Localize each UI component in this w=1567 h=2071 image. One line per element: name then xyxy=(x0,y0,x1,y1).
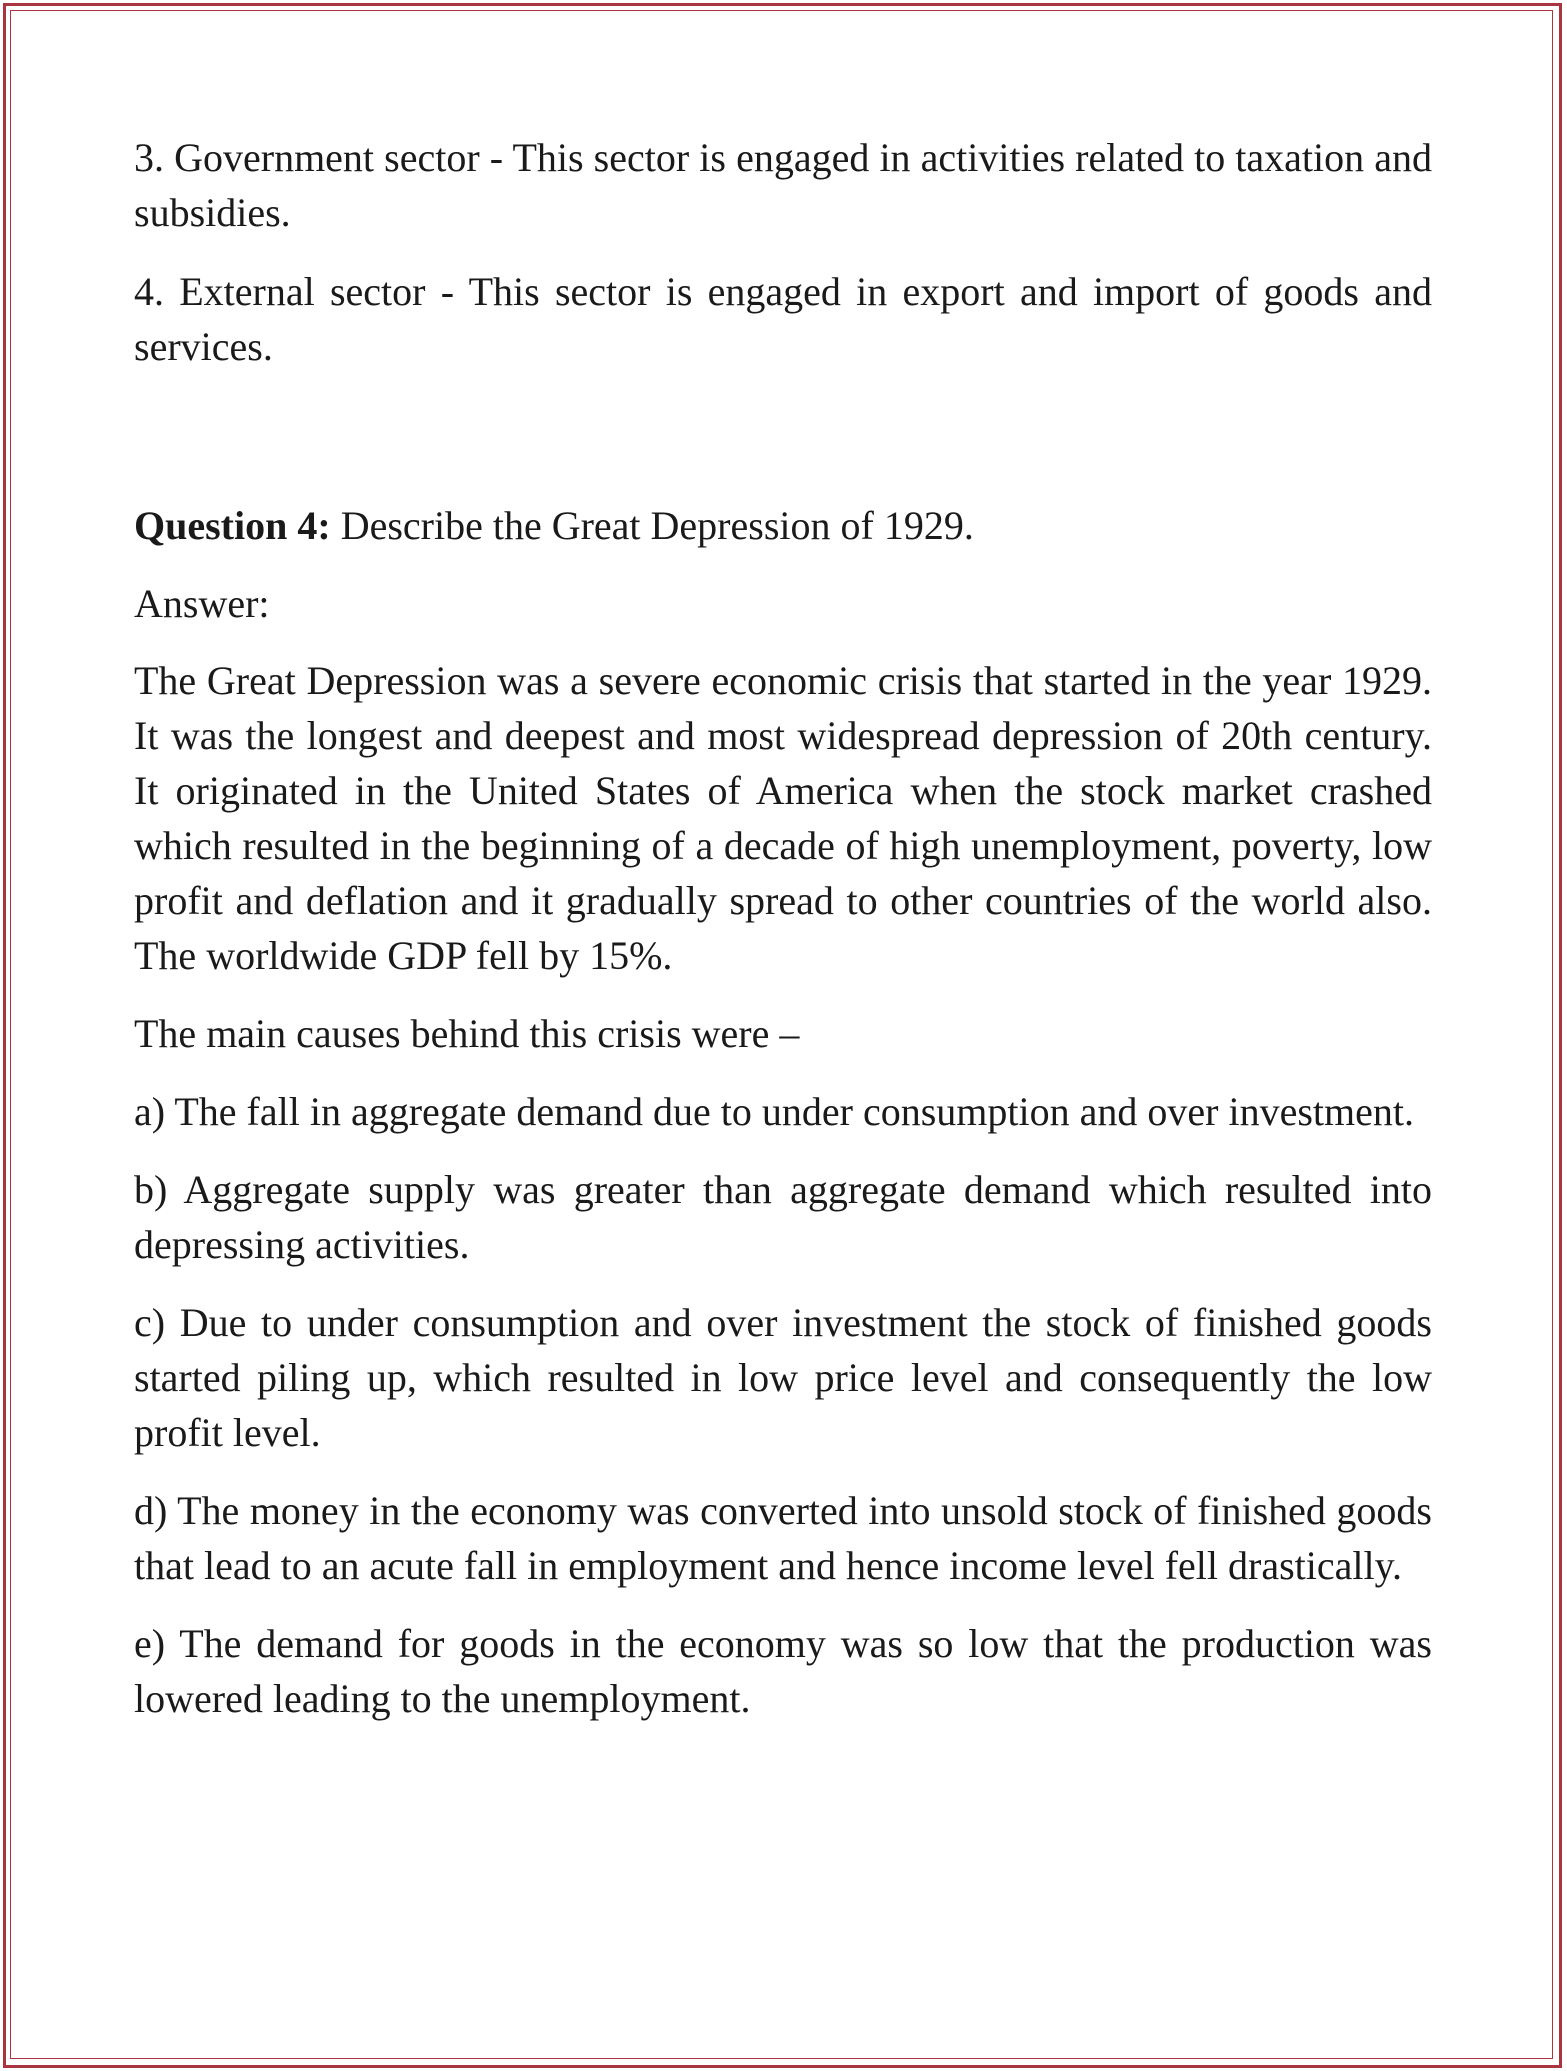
question-text: Describe the Great Depression of 1929. xyxy=(330,503,974,548)
question-label: Question 4: xyxy=(134,503,331,548)
cause-item-a: a) The fall in aggregate demand due to under consumption and over investment. xyxy=(134,1089,1414,1134)
section-spacer xyxy=(134,398,1432,498)
causes-intro: The main causes behind this crisis were – xyxy=(134,1011,800,1056)
cause-item-c: c) Due to under consumption and over investment the stock of finished goods started piling up, which resulted in low price level and consequently the low profit level. xyxy=(134,1300,1432,1455)
document-body xyxy=(134,130,1432,1749)
question-heading xyxy=(134,498,1432,553)
cause-item-e: e) The demand for goods in the economy was so low that the production was lowered leading to the unemployment. xyxy=(134,1621,1432,1721)
cause-item-d: d) The money in the economy was converted into unsold stock of finished goods that lead to an acute fall in employment and hence income level fell drastically. xyxy=(134,1488,1432,1588)
cause-item-b: b) Aggregate supply was greater than aggregate demand which resulted into depressing activities. xyxy=(134,1167,1432,1267)
answer-label: Answer: xyxy=(134,581,270,626)
sector-item-external: 4. External sector - This sector is engaged in export and import of goods and services. xyxy=(134,269,1432,369)
answer-paragraph: The Great Depression was a severe economic crisis that started in the year 1929. It was the longest and deepest and most widespread depression of 20th century. It originated in the United States of America when the stock market crashed which resulted in the beginning of a decade of high unemployment, poverty, low profit and deflation and it gradually spread to other countries of the world also. The worldwide GDP fell by 15%. xyxy=(134,658,1432,978)
sector-item-government: 3. Government sector - This sector is engaged in activities related to taxation and subsidies. xyxy=(134,135,1432,235)
